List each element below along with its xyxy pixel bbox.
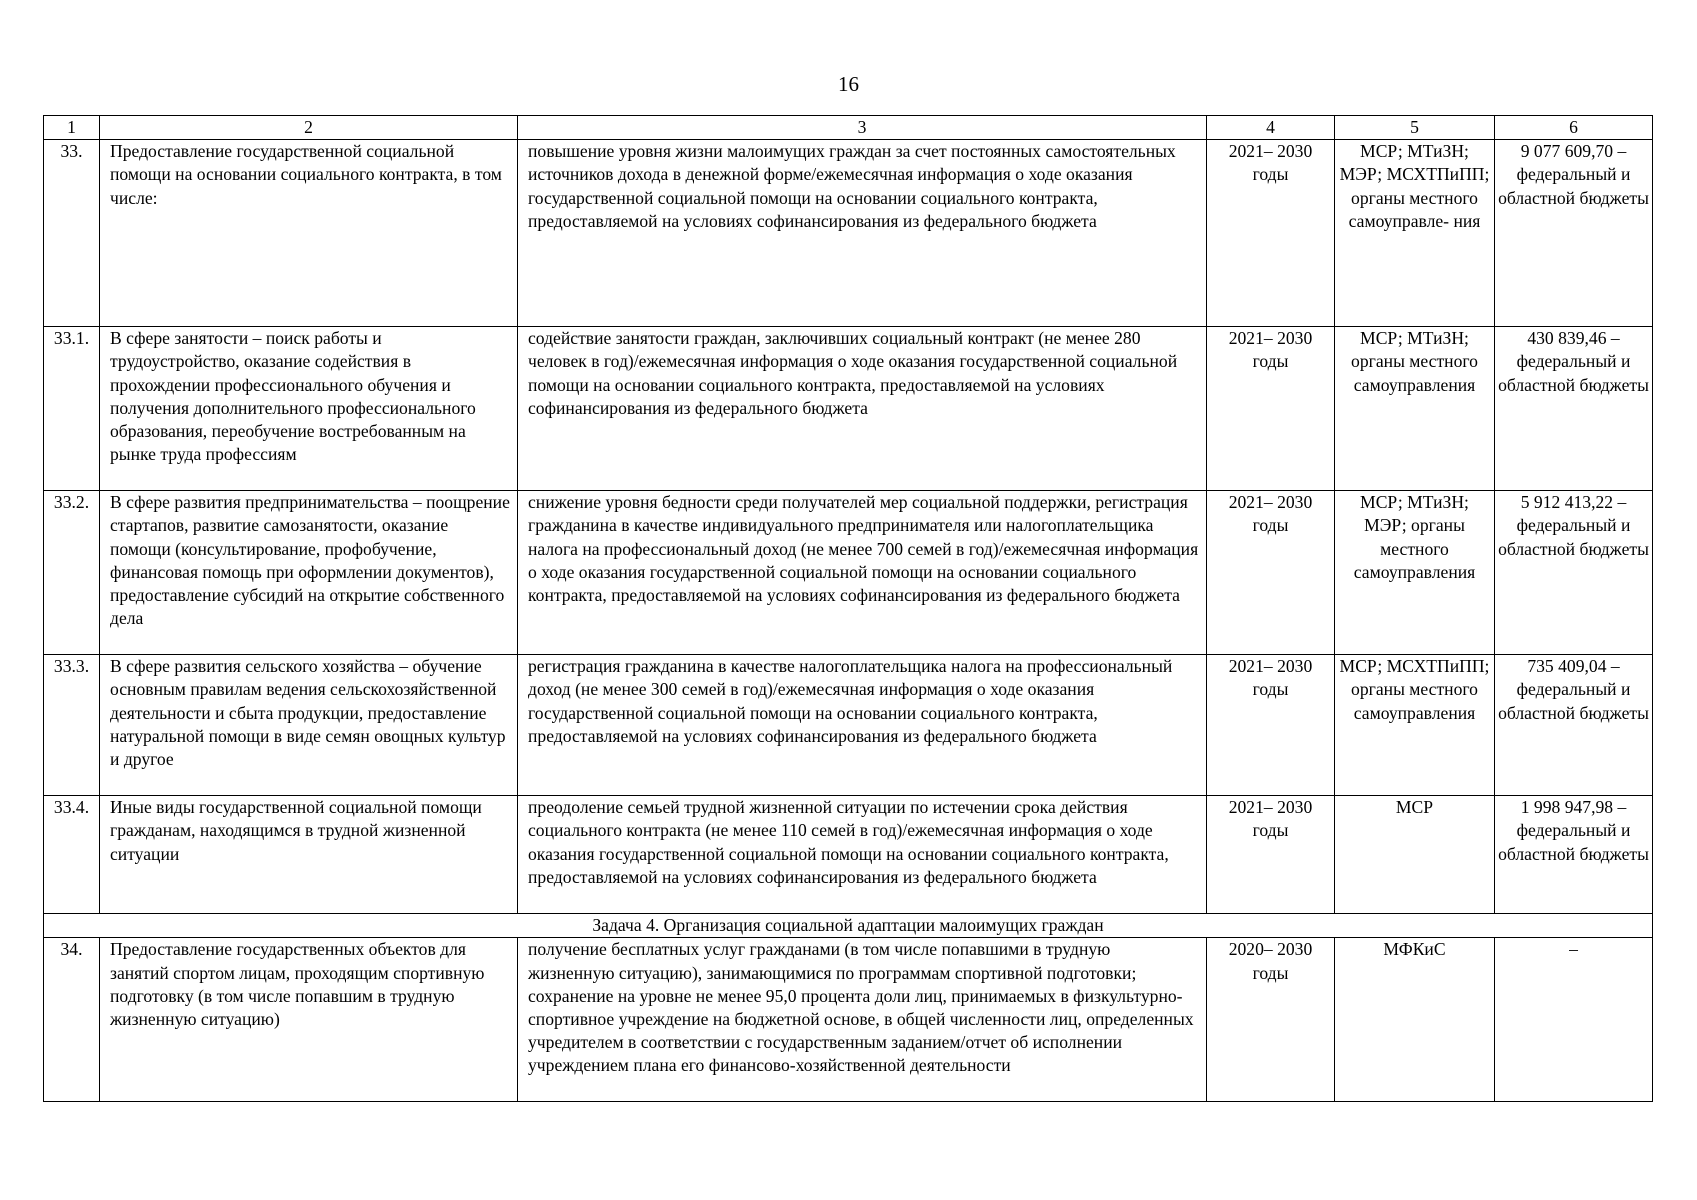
measure-cell: В сфере развития предпринимательства – поощрение стартапов, развитие самозанятости, оказание помощи (консультирование, профобучение, финансовая помощь при оформлении документов), предоставление субсидий на открытие собственного дела	[100, 491, 518, 655]
executors-cell: МСР; МТиЗН; МЭР; органы местного самоуправления	[1335, 491, 1495, 655]
period-cell: 2021– 2030 годы	[1207, 327, 1335, 491]
result-cell: получение бесплатных услуг гражданами (в том числе попавшими в трудную жизненную ситуацию), занимающимися по программам спортивной подготовки; сохранение на уровне не менее 95,0 процента доли лиц, принимаемых в физкультурно-спортивное учреждение на бюджетной основе, в общей численности лиц, определенных учредителем в соответствии с государственным заданием/отчет об исполнении учреждением плана его финансово-хозяйственной деятельности	[518, 938, 1207, 1102]
measure-cell: В сфере занятости – поиск работы и трудоустройство, оказание содействия в прохождении профессионального обучения и получения дополнительного профессионального образования, переобучение востребованным на рынке труда профессиям	[100, 327, 518, 491]
row-number: 33.3.	[44, 655, 100, 796]
funding-cell: 430 839,46 – федеральный и областной бюджеты	[1495, 327, 1653, 491]
column-header-6: 6	[1495, 116, 1653, 140]
row-number: 33.4.	[44, 796, 100, 914]
period-cell: 2021– 2030 годы	[1207, 140, 1335, 327]
executors-cell: МСР; МТиЗН; МЭР; МСХТПиПП; органы местного самоуправле- ния	[1335, 140, 1495, 327]
column-header-5: 5	[1335, 116, 1495, 140]
column-header-2: 2	[100, 116, 518, 140]
table-row	[44, 327, 1653, 491]
section-row	[44, 914, 1653, 938]
result-cell: снижение уровня бедности среди получателей мер социальной поддержки, регистрация гражданина в качестве индивидуального предпринимателя или налогоплательщика налога на профессиональный доход (не менее 700 семей в год)/ежемесячная информация о ходе оказания государственной социальной помощи на основании социального контракта, предоставляемой на условиях софинансирования из федерального бюджета	[518, 491, 1207, 655]
period-cell: 2021– 2030 годы	[1207, 655, 1335, 796]
row-number: 33.	[44, 140, 100, 327]
executors-cell: МСР	[1335, 796, 1495, 914]
table-row	[44, 796, 1653, 914]
result-cell: преодоление семьей трудной жизненной ситуации по истечении срока действия социального контракта (не менее 110 семей в год)/ежемесячная информация о ходе оказания государственной социальной помощи на основании социального контракта, предоставляемой на условиях софинансирования из федерального бюджета	[518, 796, 1207, 914]
table-row	[44, 140, 1653, 327]
action-plan-table	[43, 115, 1653, 1102]
period-cell: 2020– 2030 годы	[1207, 938, 1335, 1102]
section-title: Задача 4. Организация социальной адаптации малоимущих граждан	[44, 914, 1653, 938]
column-header-4: 4	[1207, 116, 1335, 140]
measure-cell: В сфере развития сельского хозяйства – обучение основным правилам ведения сельскохозяйственной деятельности и сбыта продукции, предоставление натуральной помощи в виде семян овощных культур и другое	[100, 655, 518, 796]
period-cell: 2021– 2030 годы	[1207, 491, 1335, 655]
executors-cell: МСР; МТиЗН; органы местного самоуправления	[1335, 327, 1495, 491]
funding-cell: 1 998 947,98 – федеральный и областной бюджеты	[1495, 796, 1653, 914]
result-cell: регистрация гражданина в качестве налогоплательщика налога на профессиональный доход (не менее 300 семей в год)/ежемесячная информация о ходе оказания государственной социальной помощи на основании социального контракта, предоставляемой на условиях софинансирования из федерального бюджета	[518, 655, 1207, 796]
result-cell: содействие занятости граждан, заключивших социальный контракт (не менее 280 человек в год)/ежемесячная информация о ходе оказания государственной социальной помощи на основании социального контракта, предоставляемой на условиях софинансирования из федерального бюджета	[518, 327, 1207, 491]
measure-cell: Предоставление государственных объектов для занятий спортом лицам, проходящим спортивную подготовку (в том числе попавшим в трудную жизненную ситуацию)	[100, 938, 518, 1102]
measure-cell: Предоставление государственной социальной помощи на основании социального контракта, в том числе:	[100, 140, 518, 327]
table-row	[44, 491, 1653, 655]
result-cell: повышение уровня жизни малоимущих граждан за счет постоянных самостоятельных источников дохода в денежной форме/ежемесячная информация о ходе оказания государственной социальной помощи на основании социального контракта, предоставляемой на условиях софинансирования из федерального бюджета	[518, 140, 1207, 327]
funding-cell: –	[1495, 938, 1653, 1102]
column-header-3: 3	[518, 116, 1207, 140]
funding-cell: 735 409,04 – федеральный и областной бюджеты	[1495, 655, 1653, 796]
row-number: 34.	[44, 938, 100, 1102]
table-row	[44, 655, 1653, 796]
executors-cell: МСР; МСХТПиПП; органы местного самоуправления	[1335, 655, 1495, 796]
table-header-row	[44, 116, 1653, 140]
page-number: 16	[838, 72, 859, 96]
row-number: 33.1.	[44, 327, 100, 491]
executors-cell: МФКиС	[1335, 938, 1495, 1102]
period-cell: 2021– 2030 годы	[1207, 796, 1335, 914]
funding-cell: 9 077 609,70 – федеральный и областной бюджеты	[1495, 140, 1653, 327]
table-row	[44, 938, 1653, 1102]
column-header-1: 1	[44, 116, 100, 140]
measure-cell: Иные виды государственной социальной помощи гражданам, находящимся в трудной жизненной ситуации	[100, 796, 518, 914]
row-number: 33.2.	[44, 491, 100, 655]
funding-cell: 5 912 413,22 – федеральный и областной бюджеты	[1495, 491, 1653, 655]
